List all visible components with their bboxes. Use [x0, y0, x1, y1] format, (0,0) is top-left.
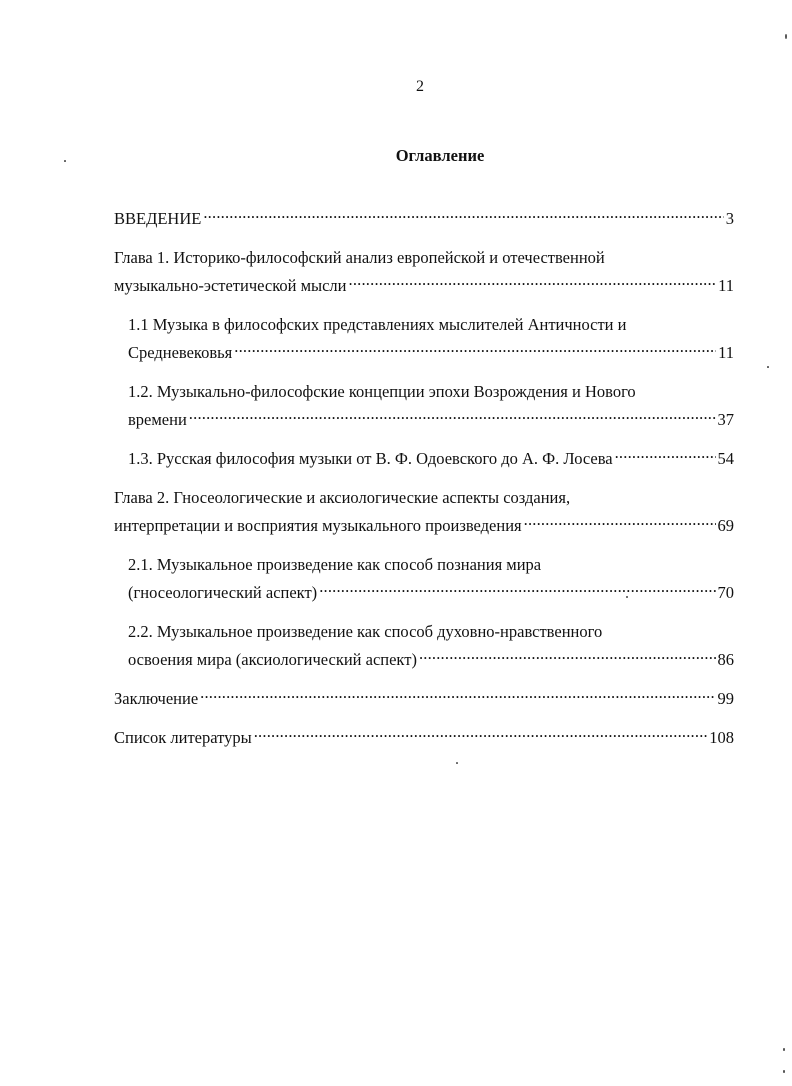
toc-entry[interactable] [114, 244, 734, 300]
scan-speck [626, 596, 628, 598]
toc-entry-title: музыкально-эстетической мысли [114, 276, 347, 295]
toc-entry[interactable] [128, 311, 734, 367]
dot-leader [419, 649, 716, 666]
toc-entry-last-line [114, 724, 734, 752]
scan-speck [456, 762, 458, 764]
dot-leader [319, 582, 715, 599]
toc-entry-last-line [128, 646, 734, 674]
toc-title: Оглавление [395, 146, 485, 165]
page-number: 2 [416, 78, 424, 95]
toc-entry-title: времени [128, 410, 187, 429]
toc-entry-title: (гносеологический аспект) [128, 583, 318, 602]
scan-speck [785, 34, 787, 39]
toc-entry[interactable] [128, 618, 734, 674]
toc-entry-line: Глава 1. Историко-философский анализ европейской и отечественной [114, 248, 605, 267]
toc-entry-line: 2.2. Музыкальное произведение как способ духовно-нравственного [128, 622, 603, 641]
toc-entry-page-number: 3 [725, 209, 734, 228]
toc-entry-title: интерпретации и восприятия музыкального произведения [114, 516, 522, 535]
toc-entry-page-number: 37 [717, 410, 734, 429]
toc-entry-page-number: 69 [717, 516, 734, 535]
toc-entry-page-number: 70 [717, 583, 734, 602]
toc-entry[interactable] [128, 378, 734, 434]
toc-entry-title: Средневековья [128, 343, 233, 362]
toc-entry-title: ВВЕДЕНИЕ [114, 209, 202, 228]
toc-entry-line: 1.2. Музыкально-философские концепции эпохи Возрождения и Нового [128, 382, 636, 401]
scan-speck [64, 160, 66, 162]
toc-entry-title: 1.3. Русская философия музыки от В. Ф. Одоевского до А. Ф. Лосева [128, 449, 613, 468]
dot-leader [615, 448, 716, 465]
scan-speck [767, 366, 769, 368]
toc-entry-page-number: 99 [717, 689, 734, 708]
toc-entry-page-number: 11 [718, 343, 734, 362]
table-of-contents [114, 205, 734, 752]
dot-leader [524, 515, 716, 532]
toc-entry-page-number: 54 [717, 449, 734, 468]
toc-entry-last-line [114, 272, 734, 300]
toc-entry[interactable] [114, 724, 734, 752]
toc-entry-last-line [128, 406, 734, 434]
dot-leader [254, 727, 708, 744]
dot-leader [349, 275, 717, 292]
toc-entry-page-number: 108 [709, 728, 734, 747]
dot-leader [200, 688, 715, 705]
toc-entry-page-number: 86 [717, 650, 734, 669]
toc-entry-last-line [128, 339, 734, 367]
toc-entry-last-line [114, 512, 734, 540]
toc-entry[interactable] [114, 484, 734, 540]
toc-entry[interactable] [114, 205, 734, 233]
toc-entry-line: 2.1. Музыкальное произведение как способ познания мира [128, 555, 542, 574]
toc-entry-line: 1.1 Музыка в философских представлениях мыслителей Античности и [128, 315, 627, 334]
toc-entry-title: Список литературы [114, 728, 252, 747]
toc-entry-last-line [114, 205, 734, 233]
dot-leader [234, 342, 716, 359]
dot-leader [203, 208, 723, 225]
toc-entry-line: Глава 2. Гносеологические и аксиологические аспекты создания, [114, 488, 571, 507]
scan-speck [783, 1070, 785, 1073]
toc-entry-last-line [128, 445, 734, 473]
scan-speck [783, 1048, 785, 1051]
toc-entry-title: Заключение [114, 689, 199, 708]
toc-entry-last-line [114, 685, 734, 713]
toc-entry[interactable] [128, 445, 734, 473]
dot-leader [189, 409, 716, 426]
toc-entry[interactable] [114, 685, 734, 713]
toc-entry-title: освоения мира (аксиологический аспект) [128, 650, 417, 669]
toc-entry[interactable] [128, 551, 734, 607]
toc-entry-last-line [128, 579, 734, 607]
toc-entry-page-number: 11 [718, 276, 734, 295]
